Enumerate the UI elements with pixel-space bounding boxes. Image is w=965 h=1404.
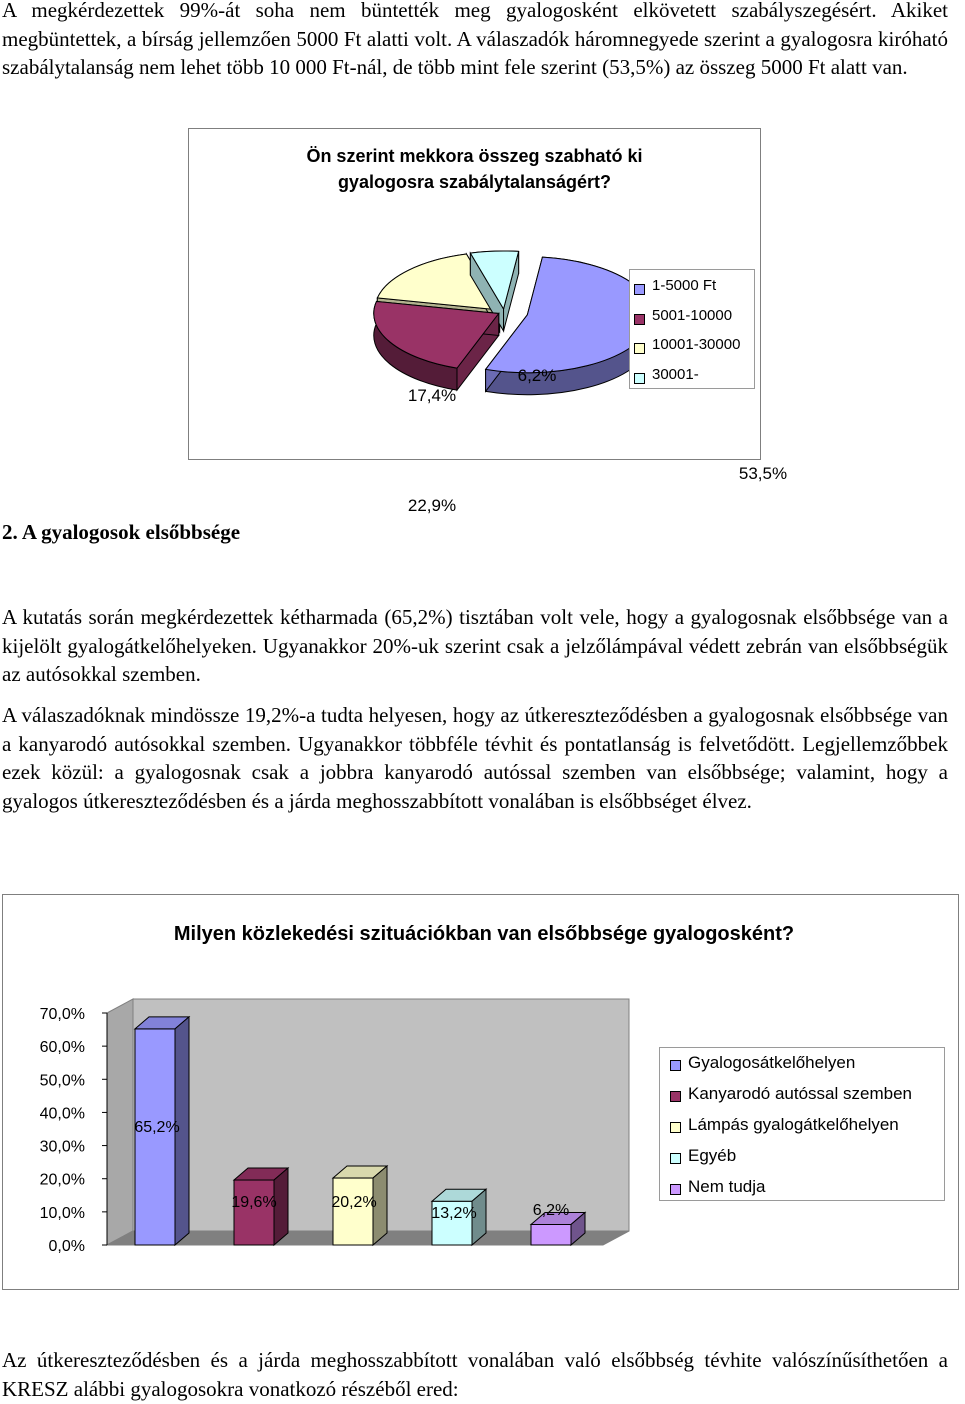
legend-swatch bbox=[634, 284, 645, 295]
legend-label: 5001-10000 bbox=[652, 306, 733, 324]
pie-data-label-1: 53,5% bbox=[738, 464, 788, 483]
bar-chart-title: Milyen közlekedési szituációkban van elsőbbsége gyalogosként? bbox=[173, 923, 795, 945]
legend-swatch bbox=[670, 1091, 681, 1102]
legend-label: Nem tudja bbox=[688, 1177, 766, 1196]
legend-swatch bbox=[670, 1060, 681, 1071]
paragraph-4: Az útkereszteződésben és a járda meghosszabbított vonalában való elsőbbség tévhite valószínűsíthetően a KRESZ alábbi gyalogosokra vonatkozó részéből ered: bbox=[2, 1348, 948, 1401]
bar-data-label-5: 6,2% bbox=[532, 1202, 570, 1219]
pie-data-label-3: 17,4% bbox=[407, 386, 457, 405]
legend-swatch bbox=[634, 314, 645, 325]
bar-data-label-3: 20,2% bbox=[331, 1194, 377, 1211]
pie-data-label-2: 22,9% bbox=[407, 496, 457, 515]
y-tick-label: 40,0% bbox=[39, 1105, 85, 1123]
legend-label: Kanyarodó autóssal szemben bbox=[688, 1084, 912, 1103]
pie-slice-2 bbox=[374, 301, 499, 390]
y-tick-label: 60,0% bbox=[39, 1039, 85, 1057]
legend-label: Gyalogosátkelőhelyen bbox=[688, 1053, 856, 1072]
paragraph-2: A kutatás során megkérdezettek kétharmada (65,2%) tisztában volt vele, hogy a gyalogosnak elsőbbsége van a kijelölt gyalogátkelőhelyeken. Ugyanakkor 20%-uk szerint csak a jelzőlámpával védett zebrán van elsőbbségük az autósokkal szemben. bbox=[2, 605, 948, 686]
legend-label: Egyéb bbox=[688, 1146, 737, 1165]
legend-swatch bbox=[634, 373, 645, 384]
legend-swatch bbox=[634, 343, 645, 354]
pie-chart-box bbox=[188, 128, 788, 515]
y-tick-label: 70,0% bbox=[39, 1006, 85, 1023]
legend-label: 30001- bbox=[652, 365, 699, 383]
y-tick-label: 10,0% bbox=[39, 1204, 85, 1222]
bar-data-label-2: 19,6% bbox=[231, 1194, 277, 1211]
paragraph-3: A válaszadóknak mindössze 19,2%-a tudta helyesen, hogy az útkereszteződésben a gyalogosnak elsőbbsége van a kanyarodó autósokkal szemben. Ugyanakkor többféle tévhit és pontatlanság is felvetődött. Legjellemzőbbek ezek közül: a gyalogosnak csak a jobbra kanyarodó autóssal szemben van elsőbbsége; valamint, hogy a gyalogos útkereszteződésben és a járda meghosszabbított vonalában is elsőbbséget élvez. bbox=[2, 703, 948, 813]
bar-data-label-4: 13,2% bbox=[431, 1205, 477, 1222]
y-tick-label: 20,0% bbox=[39, 1171, 85, 1189]
y-tick-label: 30,0% bbox=[39, 1138, 85, 1156]
section-heading: 2. A gyalogosok elsőbbsége bbox=[2, 520, 241, 544]
bar-chart-box bbox=[2, 894, 959, 1290]
pie-data-label-4: 6,2% bbox=[517, 366, 557, 385]
plot-side-wall bbox=[107, 999, 133, 1245]
intro-paragraph: A megkérdezettek 99%-át soha nem büntették meg gyalogosként elkövetett szabályszegésért. Akiket megbüntettek, a bírság jellemzően 5000 Ft alatti volt. A válaszadók háromnegyede szerint a gyalogosra kiróható szabálytalanság nem lehet több 10 000 Ft-nál, de több mint fele szerint (53,5%) az összeg 5000 Ft alatt van. bbox=[2, 0, 948, 79]
y-tick-label: 0,0% bbox=[48, 1238, 85, 1255]
bar-data-label-1: 65,2% bbox=[134, 1119, 180, 1136]
y-tick-label: 50,0% bbox=[39, 1072, 85, 1090]
legend-swatch bbox=[670, 1184, 681, 1195]
legend-swatch bbox=[670, 1153, 681, 1164]
legend-label: 1-5000 Ft bbox=[652, 277, 717, 294]
legend-label: 10001-30000 bbox=[652, 336, 741, 353]
pie-legend bbox=[629, 269, 755, 389]
legend-label: Lámpás gyalogátkelőhelyen bbox=[688, 1115, 899, 1134]
pie-title-line2: gyalogosra szabálytalanságért? bbox=[337, 172, 612, 192]
bar-legend bbox=[659, 1047, 945, 1201]
pie-title-line1: Ön szerint mekkora összeg szabható ki bbox=[306, 146, 643, 166]
legend-swatch bbox=[670, 1122, 681, 1133]
